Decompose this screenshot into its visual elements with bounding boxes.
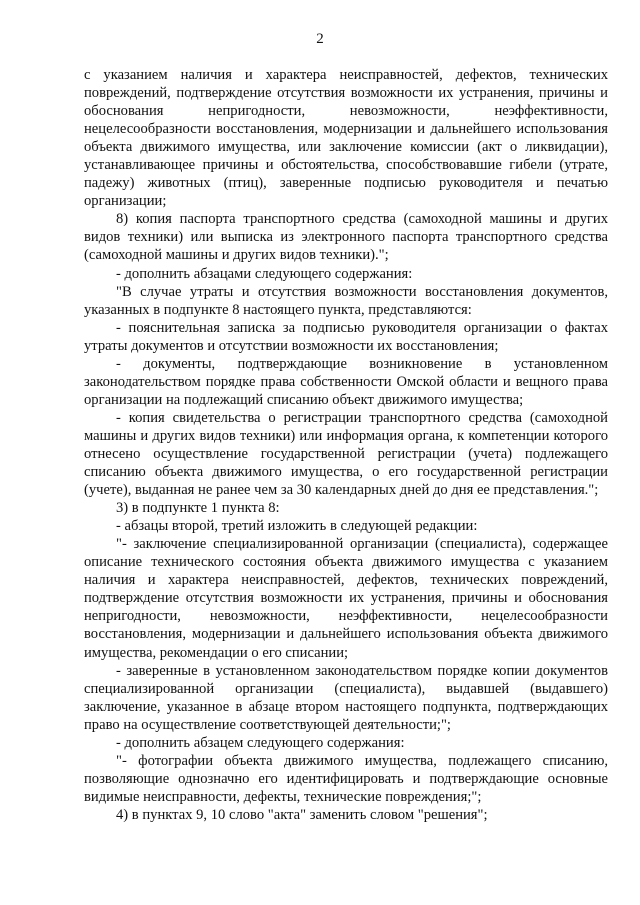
- paragraph-add-clauses: - дополнить абзацами следующего содержания:: [116, 265, 413, 282]
- paragraph-continuation: с указанием наличия и характера неисправностей, дефектов, технических повреждений, подтверждение отсутствия возможности их устранения, причины и обоснования непригодности, невозможности, неэффективности, нецелесообразности восстановления, модернизации и дальнейшего использования объекта движимого имущества, или заключение комиссии (акт о ликвидации), устанавливающее причины и обстоятельства, способствовавшие гибели (утрате, падежу) животных (птиц), заверенные подписью руководителя и печатью организации;: [84, 67, 608, 210]
- paragraph-photographs: "- фотографии объекта движимого имущества, подлежащего списанию, позволяющие однозначно его идентифицировать и подтверждающие основные видимые неисправности, дефекты, технические повреждения;";: [84, 752, 608, 805]
- paragraph-item-3: 3) в подпункте 1 пункта 8:: [116, 500, 280, 517]
- paragraph-registration-certificate: - копия свидетельства о регистрации транспортного средства (самоходной машины и других видов техники) или информация органа, к компетенции которого отнесено осуществление государственной регистрации (учета) подлежащего списанию объекта движимого имущества, о его государственной регистрации (учете), выданная не ранее чем за 30 календарных дней до дня ее представления.";: [84, 409, 608, 499]
- page-number: 2: [316, 31, 324, 47]
- paragraph-certified-copies: - заверенные в установленном законодательством порядке копии документов специализированной организации (специалиста), выдавшей (выдавшего) заключение, указанное в абзаце втором настоящего подпункта, подтверждающих право на осуществление соответствующей деятельности;";: [84, 662, 608, 733]
- paragraph-revise-clauses: - абзацы второй, третий изложить в следующей редакции:: [116, 518, 478, 535]
- paragraph-specialist-conclusion: "- заключение специализированной организации (специалиста), содержащее описание технического состояния объекта движимого имущества с указанием наличия и характера неисправностей, дефектов, технических повреждений, подтверждение отсутствия возможности их устранения, причины и обоснования непригодности, невозможности, неэффективности, нецелесообразности восстановления, модернизации и дальнейшего использования объекта движимого имущества, рекомендации о его списании;: [84, 536, 608, 661]
- paragraph-item-8: 8) копия паспорта транспортного средства (самоходной машины и других видов техники) или выписка из электронного паспорта транспортного средства (самоходной машины и других видов техники).";: [84, 211, 608, 264]
- paragraph-loss-of-documents: "В случае утраты и отсутствия возможности восстановления документов, указанных в подпункте 8 настоящего пункта, представляются:: [84, 283, 608, 318]
- paragraph-add-clause: - дополнить абзацем следующего содержания:: [116, 734, 405, 751]
- paragraph-ownership-documents: - документы, подтверждающие возникновение в установленном законодательством порядке права собственности Омской области и вещного права организации на подлежащий списанию объект движимого имущества;: [84, 355, 608, 408]
- paragraph-item-4: 4) в пунктах 9, 10 слово "акта" заменить словом "решения";: [116, 806, 488, 823]
- paragraph-explanatory-note: - пояснительная записка за подписью руководителя организации о фактах утраты документов и отсутствии возможности их восстановления;: [84, 319, 608, 354]
- document-body: [84, 66, 608, 824]
